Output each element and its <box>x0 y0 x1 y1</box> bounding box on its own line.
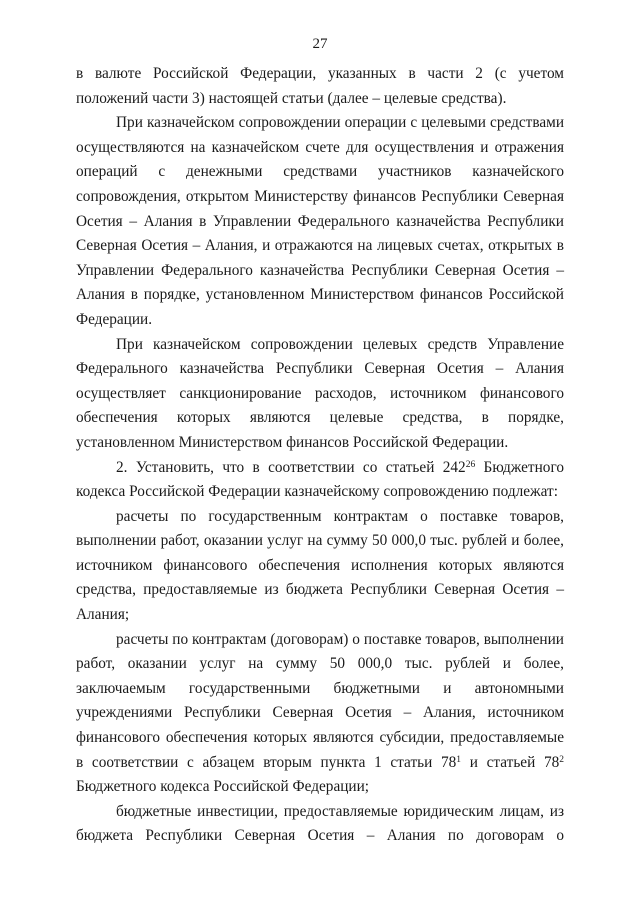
paragraph-p1 <box>76 62 564 111</box>
text-segment: расчеты по государственным контрактам о поставке товаров, выполнении работ, оказании услуг на сумму 50 000,0 тыс. рублей и более, источником финансового обеспечения исполнения которых являются средства, предоставляемые из бюджета Республики Северная Осетия – Алания; <box>76 507 564 624</box>
page-number: 27 <box>312 36 328 52</box>
text-segment: в валюте Российской Федерации, указанных в части 2 (с учетом положений части 3) настоящей статьи (далее – целевые средства). <box>76 65 564 107</box>
paragraph-p2 <box>76 111 564 332</box>
paragraph-p6 <box>76 628 564 800</box>
text-segment: Бюджетного кодекса Российской Федерации; <box>76 778 370 796</box>
superscript: 1 <box>456 754 462 765</box>
paragraph-p7 <box>76 800 564 849</box>
text-segment: При казначейском сопровождении операции с целевыми средствами осуществляются на казначейском счете для осуществления и отражения операций с денежными средствами участников казначейского сопровождения, открытом Министерству финансов Республики Северная Осетия – Алания в Управлении Федерального казначейства Республики Северная Осетия – Алания, и отражаются на лицевых счетах, открытых в Управлении Федерального казначейства Республики Северная Осетия – Алания в порядке, установленном Министерством финансов Российской Федерации. <box>76 114 564 328</box>
text-segment: и статьей 78 <box>461 753 560 771</box>
text-segment: При казначейском сопровождении целевых средств Управление Федерального казначейства Республики Северная Осетия – Алания осуществляет санкционирование расходов, источником финансового обеспечения которых являются целевые средства, в порядке, установленном Министерством финансов Российской Федерации. <box>76 335 564 451</box>
superscript: 2 <box>559 754 564 765</box>
text-segment: бюджетные инвестиции, предоставляемые юридическим лицам, из бюджета Республики Северная Осетия – Алания по договорам о <box>76 802 564 845</box>
superscript: 26 <box>465 459 476 470</box>
text-segment: расчеты по контрактам (договорам) о поставке товаров, выполнении работ, оказании услуг на сумму 50 000,0 тыс. рублей и более, заключаемым государственными бюджетными и автономными учреждениями Республики Северная Осетия – Алания, источником финансового обеспечения которых являются субсидии, предоставляемые в соответствии с абзацем вторым пункта 1 статьи 78 <box>76 630 564 771</box>
document-body <box>76 62 564 849</box>
paragraph-p5 <box>76 505 564 628</box>
text-segment: Бюджетного кодекса Российской Федерации казначейскому сопровождению подлежат: <box>76 458 564 501</box>
text-segment: 2. Установить, что в соответствии со статьей 242 <box>116 458 466 476</box>
paragraph-p4 <box>76 456 564 505</box>
paragraph-p3 <box>76 333 564 456</box>
